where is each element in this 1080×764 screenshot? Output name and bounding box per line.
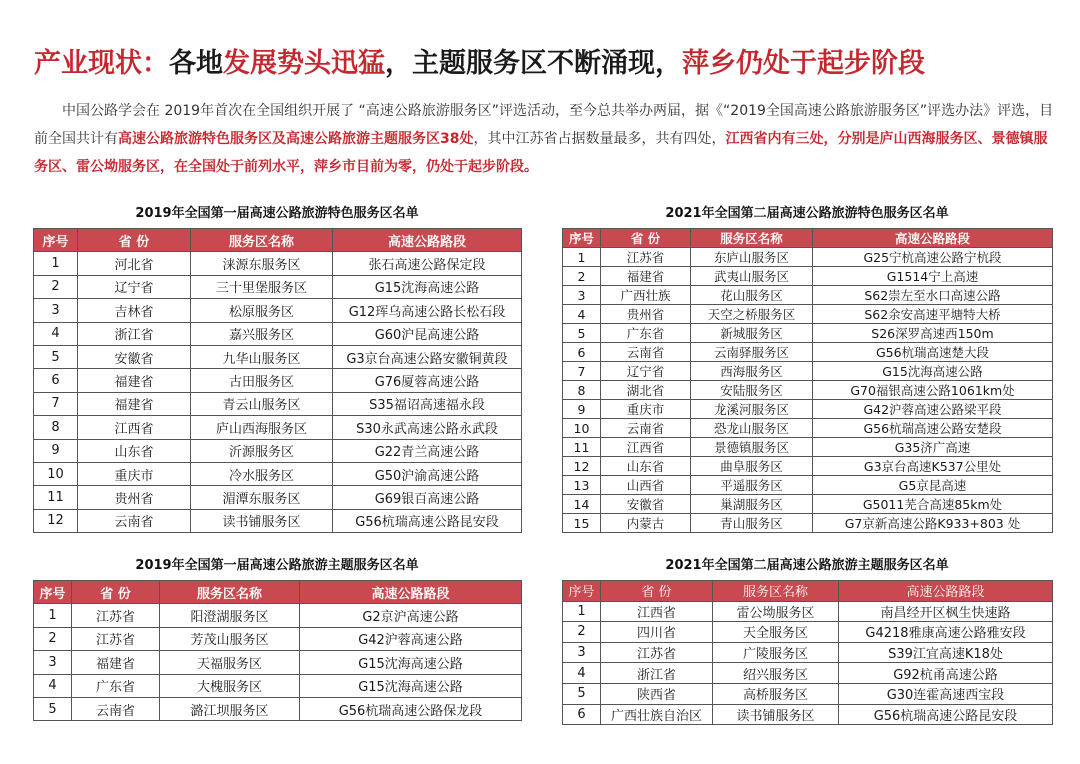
- table-row: [34, 322, 522, 345]
- cell-highway: G4218雅康高速公路雅安段: [839, 622, 1053, 643]
- cell-province: 江苏省: [72, 627, 160, 650]
- cell-province: 浙江省: [601, 663, 713, 684]
- cell-province: 内蒙古: [601, 514, 691, 533]
- table-row: [34, 697, 522, 720]
- table-header-row: [563, 229, 1053, 248]
- header-highway: 高速公路路段: [300, 581, 522, 604]
- cell-index: 12: [34, 509, 78, 532]
- table-row: [563, 248, 1053, 267]
- cell-index: 5: [563, 324, 601, 343]
- table-row: [563, 704, 1053, 725]
- cell-service-area: 天福服务区: [160, 651, 300, 674]
- table-row: [34, 604, 522, 627]
- cell-index: 8: [563, 381, 601, 400]
- cell-index: 15: [563, 514, 601, 533]
- cell-service-area: 武夷山服务区: [691, 267, 813, 286]
- table-row: [563, 438, 1053, 457]
- cell-highway: G25宁杭高速公路宁杭段: [813, 248, 1053, 267]
- table-row: [563, 286, 1053, 305]
- intro-highlight-2: 江西省内有三处，分别是庐山西海服务区、景德镇服务区、雷公坳服务区，在全国处于前列水平，萍乡市目前为零，仍处于起步阶段。: [34, 131, 1048, 175]
- cell-service-area: 龙溪河服务区: [691, 400, 813, 419]
- table-row: [34, 252, 522, 275]
- table-row: [563, 324, 1053, 343]
- cell-highway: G22青兰高速公路: [333, 439, 522, 462]
- cell-index: 10: [34, 462, 78, 485]
- cell-service-area: 广陵服务区: [713, 642, 839, 663]
- table-row: [563, 663, 1053, 684]
- cell-service-area: 潞江坝服务区: [160, 697, 300, 720]
- cell-province: 重庆市: [78, 462, 191, 485]
- table-caption: 2021年全国第二届高速公路旅游主题服务区名单: [665, 558, 949, 573]
- table-row: [563, 601, 1053, 622]
- table-row: [34, 462, 522, 485]
- cell-province: 山东省: [601, 457, 691, 476]
- page-heading: [34, 44, 1054, 84]
- cell-index: 4: [34, 674, 72, 697]
- cell-index: 6: [563, 343, 601, 362]
- cell-service-area: 恐龙山服务区: [691, 419, 813, 438]
- cell-index: 9: [563, 400, 601, 419]
- cell-highway: S35福诏高速福永段: [333, 392, 522, 415]
- header-service-area: 服务区名称: [191, 229, 333, 252]
- table-row: [563, 343, 1053, 362]
- table-2019-featured: [33, 228, 522, 533]
- cell-service-area: 芳茂山服务区: [160, 627, 300, 650]
- cell-index: 4: [34, 322, 78, 345]
- cell-highway: G15沈海高速公路: [813, 362, 1053, 381]
- cell-province: 广东省: [601, 324, 691, 343]
- cell-province: 陕西省: [601, 683, 713, 704]
- cell-highway: G5011芜合高速85km处: [813, 495, 1053, 514]
- table-caption: 2019年全国第一届高速公路旅游主题服务区名单: [135, 558, 419, 573]
- cell-service-area: 读书铺服务区: [713, 704, 839, 725]
- cell-province: 江西省: [78, 416, 191, 439]
- cell-province: 云南省: [601, 419, 691, 438]
- cell-service-area: 西海服务区: [691, 362, 813, 381]
- cell-province: 福建省: [601, 267, 691, 286]
- cell-service-area: 古田服务区: [191, 369, 333, 392]
- table-header-row: [563, 581, 1053, 602]
- cell-highway: G5京昆高速: [813, 476, 1053, 495]
- cell-province: 江西省: [601, 601, 713, 622]
- cell-province: 山东省: [78, 439, 191, 462]
- cell-highway: G42沪蓉高速公路: [300, 627, 522, 650]
- table-row: [34, 439, 522, 462]
- intro-text-2: ，其中江苏省占据数量最多，共有四处，: [473, 131, 726, 147]
- cell-province: 云南省: [601, 343, 691, 362]
- header-province: 省 份: [72, 581, 160, 604]
- header-service-area: 服务区名称: [160, 581, 300, 604]
- cell-highway: G35济广高速: [813, 438, 1053, 457]
- cell-service-area: 沂源服务区: [191, 439, 333, 462]
- table-2021-featured: [562, 228, 1053, 533]
- cell-index: 2: [563, 622, 601, 643]
- cell-index: 2: [563, 267, 601, 286]
- heading-part-2: 各地: [169, 48, 223, 79]
- cell-province: 福建省: [78, 369, 191, 392]
- table-row: [563, 419, 1053, 438]
- cell-service-area: 安陆服务区: [691, 381, 813, 400]
- table-header-row: [34, 581, 522, 604]
- cell-index: 1: [34, 252, 78, 275]
- table-row: [563, 683, 1053, 704]
- table-row: [34, 509, 522, 532]
- header-index: 序号: [563, 581, 601, 602]
- heading-part-5: 萍乡仍处于起步阶段: [682, 48, 925, 79]
- table-row: [563, 267, 1053, 286]
- cell-service-area: 庐山西海服务区: [191, 416, 333, 439]
- cell-service-area: 读书铺服务区: [191, 509, 333, 532]
- cell-service-area: 阳澄湖服务区: [160, 604, 300, 627]
- header-highway: 高速公路路段: [839, 581, 1053, 602]
- cell-index: 2: [34, 627, 72, 650]
- intro-highlight-1: 高速公路旅游特色服务区及高速公路旅游主题服务区38处: [118, 131, 474, 147]
- cell-service-area: 绍兴服务区: [713, 663, 839, 684]
- cell-province: 辽宁省: [601, 362, 691, 381]
- table-row: [34, 299, 522, 322]
- cell-highway: 南昌经开区枫生快速路: [839, 601, 1053, 622]
- cell-service-area: 九华山服务区: [191, 345, 333, 368]
- table-row: [563, 400, 1053, 419]
- header-index: 序号: [34, 229, 78, 252]
- cell-index: 1: [563, 601, 601, 622]
- table-row: [34, 486, 522, 509]
- cell-province: 辽宁省: [78, 275, 191, 298]
- cell-index: 13: [563, 476, 601, 495]
- cell-service-area: 湄潭东服务区: [191, 486, 333, 509]
- header-highway: 高速公路路段: [333, 229, 522, 252]
- header-province: 省 份: [601, 229, 691, 248]
- table-header-row: [34, 229, 522, 252]
- table-row: [563, 457, 1053, 476]
- intro-text-1: 中国公路学会在 2019年首次在全国组织开展了 “高速公路旅游服务区”评选活动，至今总共举办两届，据《“2019全国高速公路旅游服务区”评选办法》评选，目前全国共计有: [34, 103, 1054, 147]
- cell-province: 四川省: [601, 622, 713, 643]
- cell-highway: G12珲乌高速公路长松石段: [333, 299, 522, 322]
- cell-service-area: 东庐山服务区: [691, 248, 813, 267]
- table-row: [563, 362, 1053, 381]
- cell-service-area: 三十里堡服务区: [191, 275, 333, 298]
- table-row: [34, 345, 522, 368]
- cell-index: 8: [34, 416, 78, 439]
- cell-service-area: 涞源东服务区: [191, 252, 333, 275]
- cell-highway: G76厦蓉高速公路: [333, 369, 522, 392]
- header-service-area: 服务区名称: [691, 229, 813, 248]
- cell-highway: G2京沪高速公路: [300, 604, 522, 627]
- cell-province: 安徽省: [78, 345, 191, 368]
- cell-index: 12: [563, 457, 601, 476]
- cell-index: 9: [34, 439, 78, 462]
- header-index: 序号: [34, 581, 72, 604]
- table-row: [34, 651, 522, 674]
- intro-paragraph: [34, 97, 1054, 181]
- cell-index: 2: [34, 275, 78, 298]
- cell-service-area: 天全服务区: [713, 622, 839, 643]
- cell-service-area: 平遥服务区: [691, 476, 813, 495]
- cell-highway: G56杭瑞高速公路昆安段: [839, 704, 1053, 725]
- cell-service-area: 新城服务区: [691, 324, 813, 343]
- cell-highway: G15沈海高速公路: [333, 275, 522, 298]
- cell-province: 江西省: [601, 438, 691, 457]
- table-caption: 2019年全国第一届高速公路旅游特色服务区名单: [135, 206, 419, 221]
- cell-index: 6: [563, 704, 601, 725]
- cell-highway: G15沈海高速公路: [300, 674, 522, 697]
- cell-index: 3: [563, 642, 601, 663]
- cell-province: 云南省: [72, 697, 160, 720]
- cell-province: 安徽省: [601, 495, 691, 514]
- cell-highway: G92杭甬高速公路: [839, 663, 1053, 684]
- cell-highway: G42沪蓉高速公路梁平段: [813, 400, 1053, 419]
- cell-highway: G3京台高速K537公里处: [813, 457, 1053, 476]
- table-row: [34, 416, 522, 439]
- cell-service-area: 高桥服务区: [713, 683, 839, 704]
- cell-index: 11: [34, 486, 78, 509]
- cell-index: 10: [563, 419, 601, 438]
- cell-province: 广西壮族自治区: [601, 704, 713, 725]
- header-province: 省 份: [78, 229, 191, 252]
- table-row: [563, 495, 1053, 514]
- cell-highway: S39江宜高速K18处: [839, 642, 1053, 663]
- cell-province: 江苏省: [601, 248, 691, 267]
- cell-province: 云南省: [78, 509, 191, 532]
- table-row: [563, 622, 1053, 643]
- table-row: [34, 627, 522, 650]
- cell-index: 5: [563, 683, 601, 704]
- cell-service-area: 青山服务区: [691, 514, 813, 533]
- cell-highway: G15沈海高速公路: [300, 651, 522, 674]
- cell-province: 湖北省: [601, 381, 691, 400]
- table-caption: 2021年全国第二届高速公路旅游特色服务区名单: [665, 206, 949, 221]
- cell-province: 河北省: [78, 252, 191, 275]
- cell-service-area: 大槐服务区: [160, 674, 300, 697]
- cell-province: 贵州省: [601, 305, 691, 324]
- cell-province: 重庆市: [601, 400, 691, 419]
- table-row: [34, 369, 522, 392]
- cell-highway: 张石高速公路保定段: [333, 252, 522, 275]
- table-row: [34, 674, 522, 697]
- cell-highway: S30永武高速公路永武段: [333, 416, 522, 439]
- cell-index: 14: [563, 495, 601, 514]
- cell-highway: G1514宁上高速: [813, 267, 1053, 286]
- cell-service-area: 天空之桥服务区: [691, 305, 813, 324]
- cell-service-area: 雷公坳服务区: [713, 601, 839, 622]
- cell-service-area: 嘉兴服务区: [191, 322, 333, 345]
- heading-part-1: 产业现状：: [34, 48, 169, 79]
- cell-service-area: 景德镇服务区: [691, 438, 813, 457]
- cell-highway: S62余安高速平塘特大桥: [813, 305, 1053, 324]
- cell-service-area: 松原服务区: [191, 299, 333, 322]
- cell-index: 11: [563, 438, 601, 457]
- cell-service-area: 巢湖服务区: [691, 495, 813, 514]
- header-province: 省 份: [601, 581, 713, 602]
- cell-province: 广东省: [72, 674, 160, 697]
- cell-index: 5: [34, 697, 72, 720]
- table-row: [34, 392, 522, 415]
- cell-province: 江苏省: [601, 642, 713, 663]
- table-row: [563, 642, 1053, 663]
- cell-index: 6: [34, 369, 78, 392]
- heading-part-4: ，主题服务区不断涌现，: [385, 48, 682, 79]
- cell-highway: G56杭瑞高速公路安楚段: [813, 419, 1053, 438]
- cell-highway: G60沪昆高速公路: [333, 322, 522, 345]
- cell-highway: G50沪渝高速公路: [333, 462, 522, 485]
- cell-province: 山西省: [601, 476, 691, 495]
- cell-index: 1: [563, 248, 601, 267]
- cell-index: 3: [34, 299, 78, 322]
- cell-service-area: 云南驿服务区: [691, 343, 813, 362]
- cell-province: 福建省: [72, 651, 160, 674]
- cell-index: 7: [34, 392, 78, 415]
- table-row: [563, 476, 1053, 495]
- cell-province: 广西壮族: [601, 286, 691, 305]
- cell-highway: G3京台高速公路安徽铜黄段: [333, 345, 522, 368]
- heading-part-3: 发展势头迅猛: [223, 48, 385, 79]
- cell-service-area: 青云山服务区: [191, 392, 333, 415]
- cell-index: 4: [563, 663, 601, 684]
- cell-province: 浙江省: [78, 322, 191, 345]
- cell-index: 5: [34, 345, 78, 368]
- cell-service-area: 冷水服务区: [191, 462, 333, 485]
- cell-highway: G56杭瑞高速公路保龙段: [300, 697, 522, 720]
- cell-province: 吉林省: [78, 299, 191, 322]
- cell-index: 7: [563, 362, 601, 381]
- table-2021-theme: [562, 580, 1053, 725]
- cell-province: 福建省: [78, 392, 191, 415]
- cell-province: 贵州省: [78, 486, 191, 509]
- cell-highway: G7京新高速公路K933+803 处: [813, 514, 1053, 533]
- cell-highway: S62崇左至水口高速公路: [813, 286, 1053, 305]
- table-2019-theme: [33, 580, 522, 721]
- cell-index: 3: [563, 286, 601, 305]
- cell-index: 3: [34, 651, 72, 674]
- cell-highway: G70福银高速公路1061km处: [813, 381, 1053, 400]
- header-service-area: 服务区名称: [713, 581, 839, 602]
- table-row: [563, 514, 1053, 533]
- table-row: [563, 381, 1053, 400]
- header-index: 序号: [563, 229, 601, 248]
- cell-province: 江苏省: [72, 604, 160, 627]
- cell-highway: S26深罗高速西150m: [813, 324, 1053, 343]
- table-row: [563, 305, 1053, 324]
- cell-service-area: 曲阜服务区: [691, 457, 813, 476]
- cell-highway: G56杭瑞高速公路昆安段: [333, 509, 522, 532]
- table-row: [34, 275, 522, 298]
- cell-index: 1: [34, 604, 72, 627]
- cell-highway: G56杭瑞高速楚大段: [813, 343, 1053, 362]
- cell-index: 4: [563, 305, 601, 324]
- header-highway: 高速公路路段: [813, 229, 1053, 248]
- cell-service-area: 花山服务区: [691, 286, 813, 305]
- cell-highway: G30连霍高速西宝段: [839, 683, 1053, 704]
- cell-highway: G69银百高速公路: [333, 486, 522, 509]
